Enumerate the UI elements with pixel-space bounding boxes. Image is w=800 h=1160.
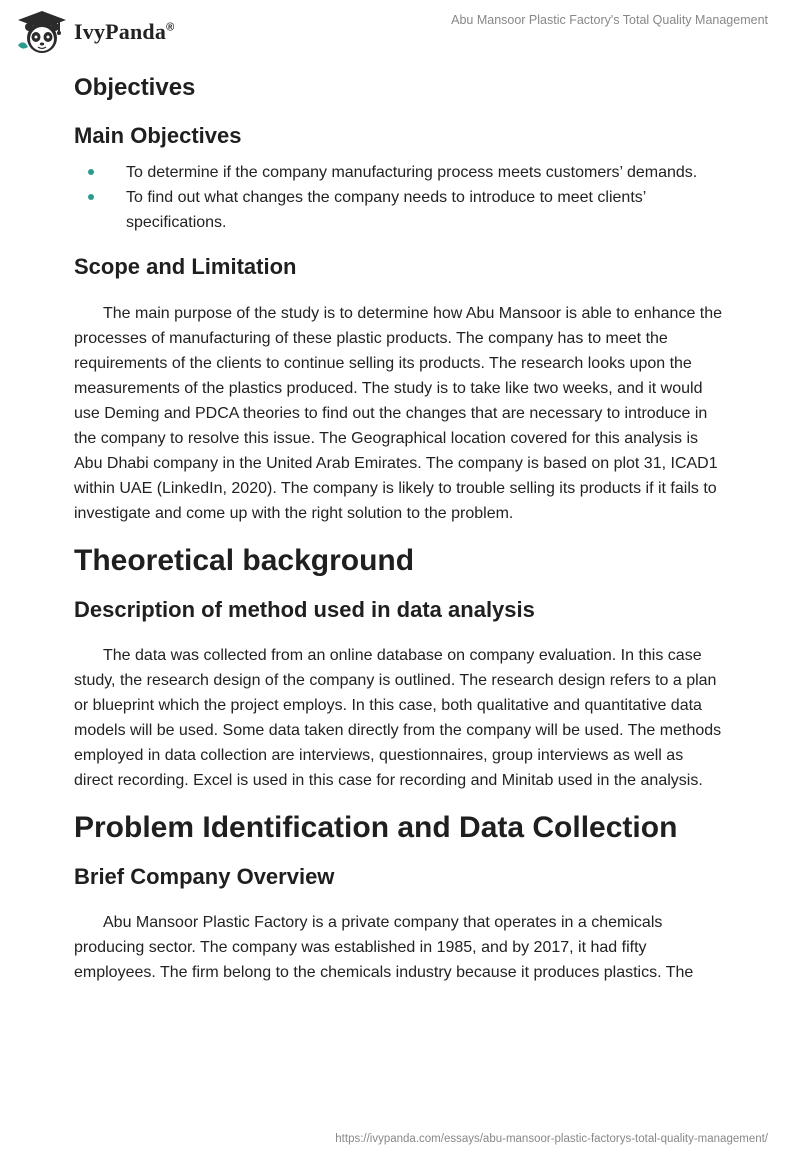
heading-objectives: Objectives xyxy=(74,74,196,101)
heading-company-overview: Brief Company Overview xyxy=(74,863,335,889)
paragraph-method: The data was collected from an online database on company evaluation. In this case study, the research design of the company is outlined. The research design refers to a plan or blueprint which the project employs. In this case, both qualitative and quantitative data models will be used. Some data taken directly from the company will be used. The methods employed in data collection are interviews, questionnaires, group interviews as well as direct recording. Excel is used in this case for recording and Minitab used in the analysis. xyxy=(74,646,722,789)
page-header xyxy=(0,0,800,62)
logo-wordmark: IvyPanda® xyxy=(74,19,175,44)
bullet-dot-icon xyxy=(88,194,94,200)
paragraph-scope: The main purpose of the study is to determine how Abu Mansoor is able to enhance the processes of manufacturing of these plastic products. The company has to meet the requirements of the clients to continue selling its products. The research looks upon the measurements of the plastics produced. The study is to take like two weeks, and it would use Deming and PDCA theories to find out the changes that are necessary to introduce in the company to resolve this issue. The Geographical location covered for this analysis is Abu Dhabi company in the United Arab Emirates. The company is based on plot 31, ICAD1 within UAE (LinkedIn, 2020). The company is likely to trouble selling its products if it fails to investigate and come up with the right solution to the problem. xyxy=(74,304,723,522)
objectives-list xyxy=(74,160,724,235)
paragraph-overview: Abu Mansoor Plastic Factory is a private company that operates in a chemicals producing sector. The company was established in 1985, and by 2017, it had fifty employees. The firm belong to the chemicals industry because it produces plastics. The xyxy=(74,914,694,982)
heading-main-objectives: Main Objectives xyxy=(74,122,242,148)
list-item: To find out what changes the company needs to introduce to meet clients’ specifications. xyxy=(74,185,724,235)
heading-theoretical-background: Theoretical background xyxy=(74,543,415,577)
panda-logo-icon xyxy=(14,9,70,55)
bullet-dot-icon xyxy=(88,169,94,175)
essay-content xyxy=(74,72,724,985)
ivypanda-logo[interactable] xyxy=(14,8,174,56)
heading-method-description: Description of method used in data analysis xyxy=(74,596,535,622)
heading-problem-identification: Problem Identification and Data Collection xyxy=(74,810,678,844)
list-item: To determine if the company manufacturing process meets customers’ demands. xyxy=(74,160,724,185)
source-url[interactable]: https://ivypanda.com/essays/abu-mansoor-plastic-factorys-total-quality-management/ xyxy=(335,1133,768,1145)
heading-scope-limitation: Scope and Limitation xyxy=(74,254,297,280)
document-title: Abu Mansoor Plastic Factory's Total Quality Management xyxy=(451,13,768,27)
